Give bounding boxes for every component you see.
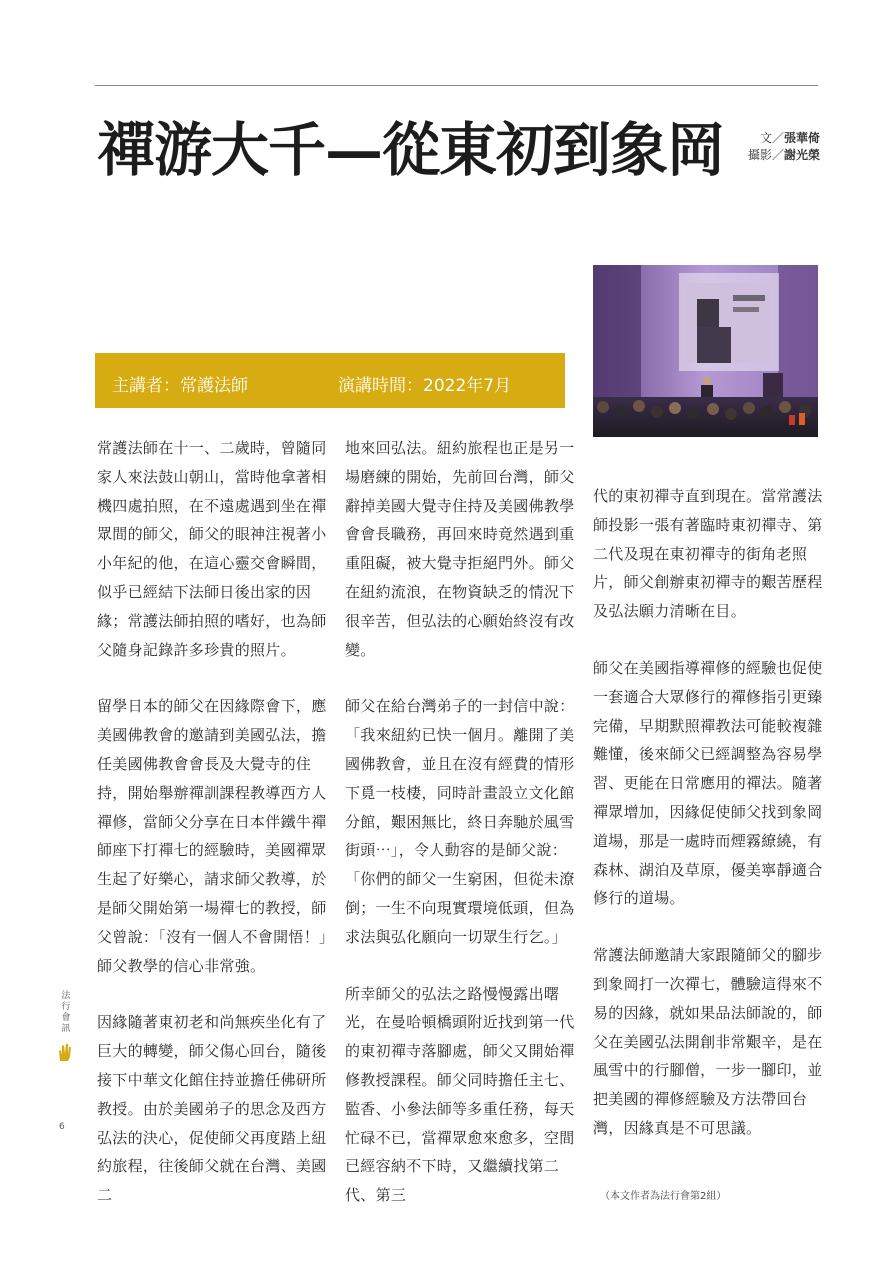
speaker-label: 主講者：常護法師 (112, 376, 248, 396)
lecture-photo (593, 265, 818, 437)
paragraph: 師父在美國指導禪修的經驗也促使一套適合大眾修行的禪修指引更臻完備，早期默照禪教法可能較複雜難懂，後來師父已經調整為容易學習、更能在日常應用的禪法。隨著禪眾增加，因緣促使師父找到象岡道場，那是一處時而煙霧繚繞，有森林、湖泊及草原，優美寧靜適合修行的道場。 (593, 658, 823, 908)
page-number: 6 (59, 1122, 65, 1132)
publication-name: 法行會訊 (59, 990, 70, 1034)
article-column-1 (97, 434, 327, 1210)
writer-credit: 文／張華倚 (759, 131, 820, 145)
paragraph: 代的東初禪寺直到現在。當常護法師投影一張有著臨時東初禪寺、第二代及現在東初禪寺的街角老照片，師父創辦東初禪寺的艱苦歷程及弘法願力清晰在目。 (593, 487, 823, 621)
paragraph: 所幸師父的弘法之路慢慢露出曙光，在曼哈頓橋頭附近找到第一代的東初禪寺落腳處，師父又開始禪修教授課程。師父同時擔任主七、監香、小參法師等多重任務，每天忙碌不已，當禪眾愈來愈多，空間已經容納不下時，又繼續找第二代、第三 (345, 984, 575, 1205)
paragraph: 常護法師邀請大家跟隨師父的腳步到象岡打一次禪七，體驗這得來不易的因緣，就如果品法師說的，師父在美國弘法開創非常艱辛，是在風雪中的行腳僧，一步一腳印，並把美國的禪修經驗及方法帶回台灣，因緣真是不可思議。 (593, 946, 823, 1137)
lecture-info-banner (95, 353, 565, 408)
article-title: 禪游大千—從東初到象岡 (97, 116, 725, 184)
publication-mark (57, 990, 73, 1062)
author-note: （本文作者為法行會第2組） (600, 1191, 727, 1202)
paragraph: 留學日本的師父在因緣際會下，應美國佛教會的邀請到美國弘法，擔任美國佛教會會長及大覺寺的住持，開始舉辦禪訓課程教導西方人禪修，當師父分享在日本伴鐵牛禪師座下打禪七的經驗時，美國禪眾生起了好樂心，請求師父教導，於是師父開始第一場禪七的教授，師父曾說：「沒有一個人不會開悟！」師父教學的信心非常強。 (97, 697, 327, 975)
top-rule (95, 85, 818, 86)
paragraph: 因緣隨著東初老和尚無疾坐化有了巨大的轉變，師父傷心回台，隨後接下中華文化館住持並擔任佛研所教授。由於美國弟子的思念及西方弘法的決心，促使師父再度踏上紐約旅程，往後師父就在台灣、美國二 (97, 1013, 327, 1205)
hand-logo-icon (57, 1042, 73, 1062)
article-column-2 (345, 434, 575, 1210)
paragraph: 地來回弘法。紐約旅程也正是另一場磨練的開始，先前回台灣，師父辭掉美國大覺寺住持及美國佛教學會會長職務，再回來時竟然遇到重重阻礙，被大覺寺拒絕門外。師父在紐約流浪，在物資缺乏的情況下很辛苦，但弘法的心願始終沒有改變。 (345, 439, 575, 659)
byline (748, 130, 820, 164)
lecture-date-label: 演講時間：2022年7月 (338, 376, 512, 396)
photographer-credit: 攝影／謝光榮 (747, 148, 820, 162)
article-column-3 (593, 482, 823, 1143)
paragraph: 常護法師在十一、二歲時，曾隨同家人來法鼓山朝山，當時他拿著相機四處拍照，在不遠處遇到坐在禪眾間的師父，師父的眼神注視著小小年紀的他，在這心靈交會瞬間，似乎已經結下法師日後出家的因緣；常護法師拍照的嗜好，也為師父隨身記錄許多珍貴的照片。 (97, 439, 327, 659)
paragraph: 師父在給台灣弟子的一封信中說：「我來紐約已快一個月。離開了美國佛教會，並且在沒有經費的情形下覓一枝棲，同時計畫設立文化館分館，艱困無比，終日奔馳於風雪街頭⋯」，令人動容的是師父說：「你們的師父一生窮困，但從未潦倒；一生不向現實環境低頭，但為求法與弘化願向一切眾生行乞。」 (345, 697, 575, 946)
